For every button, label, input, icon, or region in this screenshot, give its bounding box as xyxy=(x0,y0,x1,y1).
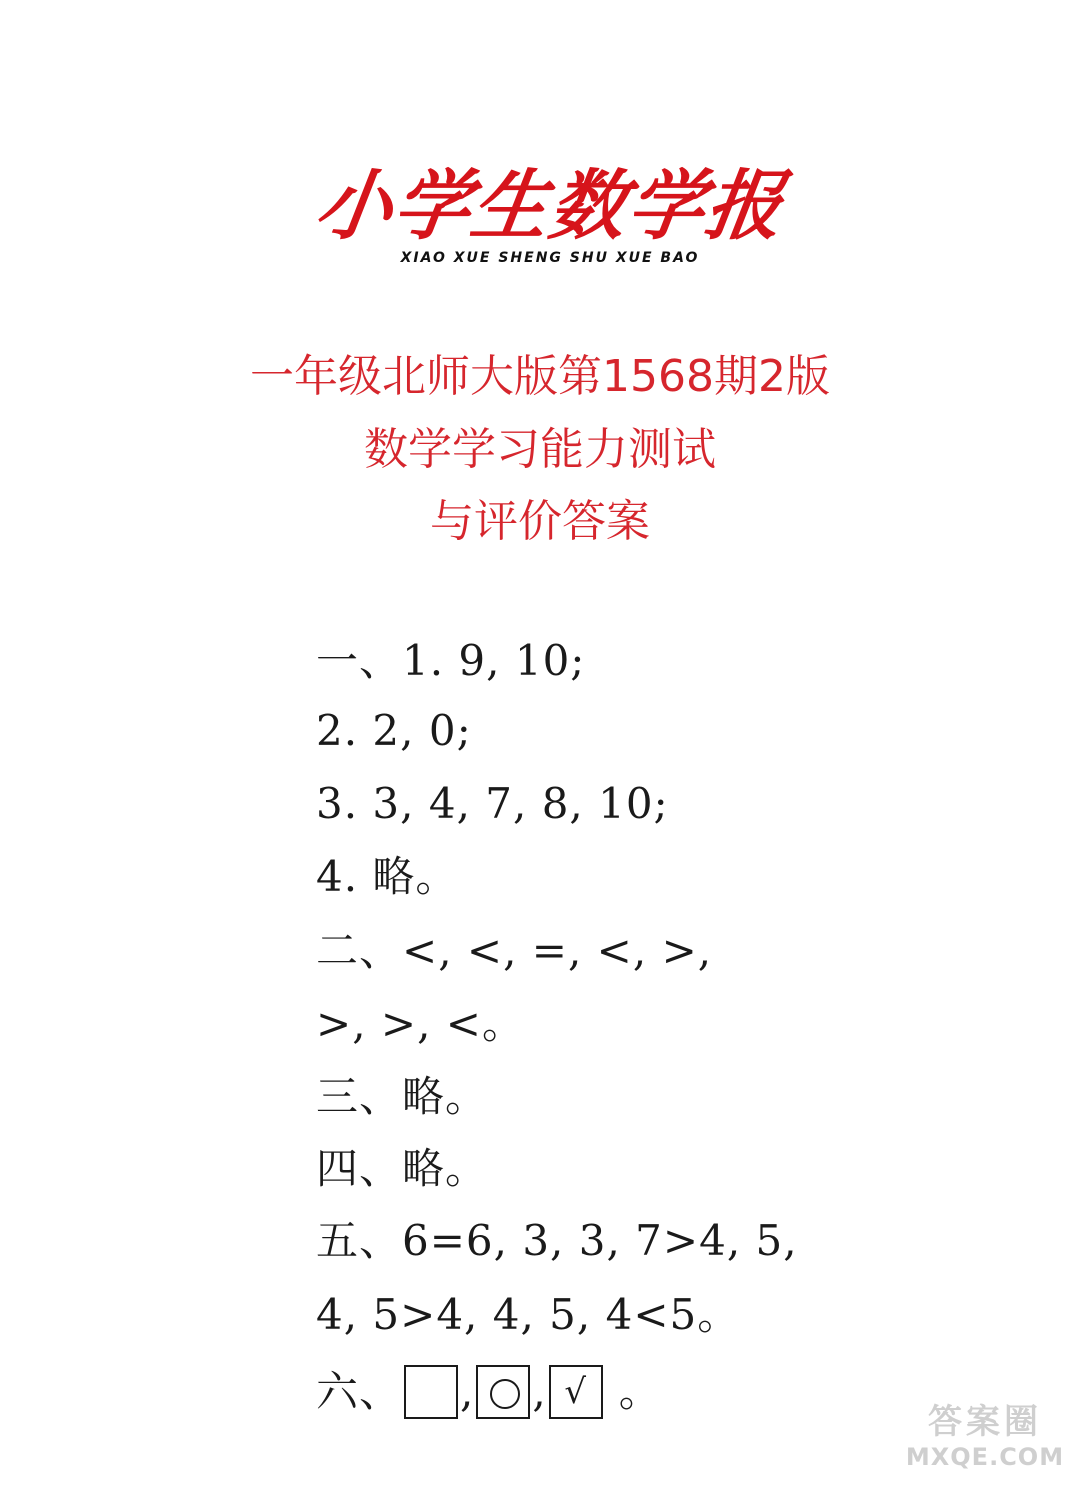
watermark xyxy=(900,1402,1070,1471)
answer-line-5: 二、<, <, =, <, >, xyxy=(316,926,713,975)
square-box xyxy=(404,1365,458,1419)
separator-1: , xyxy=(460,1367,475,1416)
answer-line-6: >, >, <。 xyxy=(316,999,525,1048)
answer-line-11-end: 。 xyxy=(618,1367,662,1416)
answer-line-4: 4. 略。 xyxy=(316,852,459,901)
title-answers: 与评价答案 xyxy=(430,496,650,547)
circle-in-box xyxy=(476,1365,530,1419)
watermark-top: 答案圈 xyxy=(928,1402,1042,1442)
title-subject: 数学学习能力测试 xyxy=(364,424,716,475)
newspaper-logo-pinyin: XIAO XUE SHENG SHU XUE BAO xyxy=(400,250,700,266)
watermark-bottom: MXQE.COM xyxy=(905,1443,1065,1471)
title-edition: 一年级北师大版第1568期2版 xyxy=(250,351,830,402)
answer-line-11-prefix: 六、 xyxy=(316,1367,403,1416)
answer-line-8: 四、略。 xyxy=(316,1144,489,1193)
answer-line-3: 3. 3, 4, 7, 8, 10; xyxy=(316,779,669,828)
answer-line-7: 三、略。 xyxy=(316,1072,489,1121)
check-in-box: √ xyxy=(549,1365,603,1419)
separator-2: , xyxy=(532,1367,547,1416)
newspaper-logo: 小学生数学报 xyxy=(309,161,791,250)
answer-line-2: 2. 2, 0; xyxy=(316,706,472,755)
answer-line-10: 4, 5>4, 4, 5, 4<5。 xyxy=(316,1290,741,1339)
answer-line-1: 一、1. 9, 10; xyxy=(316,636,586,685)
answer-line-9: 五、6=6, 3, 3, 7>4, 5, xyxy=(316,1216,798,1265)
answer-line-11 xyxy=(316,1365,662,1419)
